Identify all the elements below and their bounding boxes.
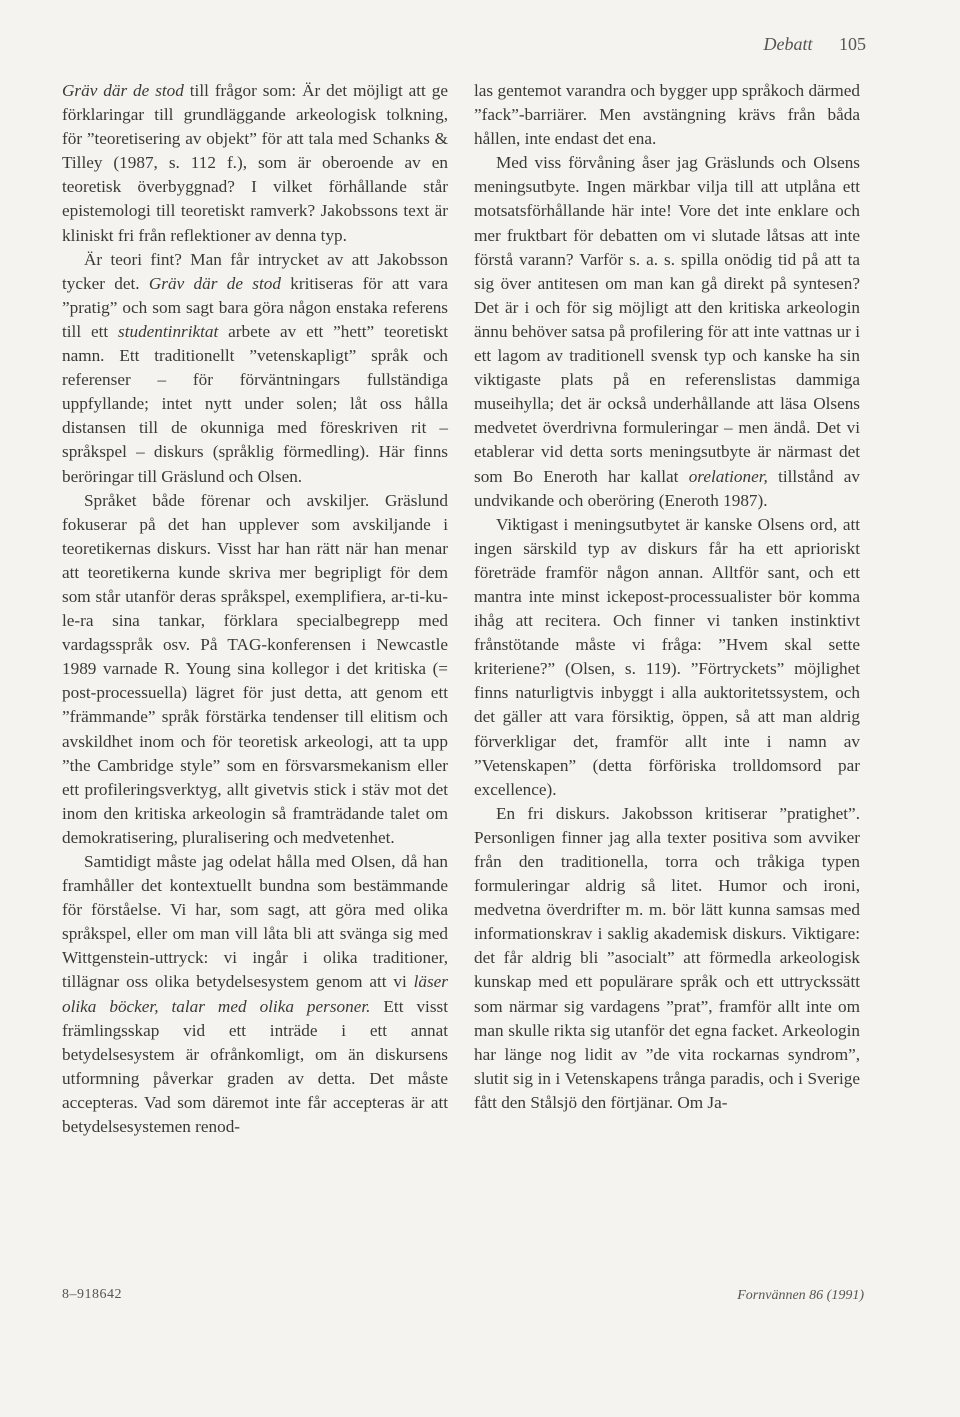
italic-text: Gräv där de stod xyxy=(148,273,281,293)
paragraph xyxy=(62,79,448,248)
paragraph xyxy=(474,79,860,151)
paragraph xyxy=(62,850,448,1139)
paragraph xyxy=(62,489,448,850)
text-run: En fri diskurs. Jakobsson kritiserar ”pratighet”. Personligen finner jag alla texter positiva som avviker från den traditionella, torra och tråkiga typen formuleringar aldrig så litet. Humor och ironi, medvetna överdrifter m. m. bör lätt kunna samsas med informationskrav i saklig akademisk diskurs. Viktigare: det får aldrig bli ”asocialt” att förmedla arkeologisk kunskap med ett populärare språk och ett uttryckssätt som närmar sig vardagens ”prat”, framför allt inte om man skulle rikta sig utanför det egna facket. Arkeologin har länge nog lidit av ”de vita rockarnas syndrom”, slutit sig in i Vetenskapens trånga paradis, och i Sverige fått den Stålsjö den förtjänar. Om Ja- xyxy=(474,803,860,1112)
italic-text: Gräv där de stod xyxy=(62,81,184,100)
text-run: Språket både förenar och avskiljer. Gräslund fokuserar på det han upplever som avskiljande i teoretikernas diskurs. Visst har han rätt när han menar att teoretikerna kunde skriva mer begripligt för dem som står utanför deras språkspel, exemplifiera, ar-ti-ku-le-ra sina tankar, förklara specialbegrepp med vardagsspråk osv. På TAG-konferensen i Newcastle 1989 varnade R. Young sina kollegor i det kritiska (= post-processuella) lägret för just detta, att genom ett ”främmande” språk förstärka tendenser till elitism och avskildhet inom och för teoretisk arkeologi, att ta upp ”the Cambridge style” som en försvarsmekanism eller ett profileringsverktyg, allt givetvis stick i stäv mot det inom den kritiska arkeologin så framträdande talet om demokratisering, pluralisering och medvetenhet. xyxy=(62,490,448,847)
text-run: arbete av ett ”hett” teoretiskt namn. Ett traditionellt ”vetenskapligt” språk och referenser – för förväntningars fullständiga uppfyllande; intet nytt under solen; låt oss hålla distansen till de okunniga med föreskriven rit – språkspel – diskurs (språklig förmedling). Här finns beröringar till Gräslund och Olsen. xyxy=(62,321,449,486)
right-text-column xyxy=(474,79,860,1115)
italic-text: studentinriktat xyxy=(118,321,219,341)
paragraph xyxy=(474,802,860,1115)
text-run: Viktigast i meningsutbytet är kanske Olsens ord, att ingen särskild typ av diskurs får ha ett aprioriskt företräde framför någon annan. Alltför sant, och ett mantra inte minst ickepost-processualister bör komma ihåg att recitera. Och finner vi tanken instinktivt frånstötande måste vi fråga: ”Hvem skal sette kriteriene?” (Olsen, s. 119). ”Förtryckets” möjlighet finns naturligtvis inbyggt i alla auktoritetssystem, och det gäller att vara försiktig, öppen, så att man aldrig förverkligar det, framför allt inte i namn av ”Vetenskapen” (detta förföriska trolldomsord par excellence). xyxy=(474,514,860,799)
printer-signature: 8–918642 xyxy=(62,1287,122,1302)
journal-citation: Fornvännen 86 (1991) xyxy=(737,1288,864,1303)
italic-text: läser olika böcker, talar med olika personer. xyxy=(62,972,448,1016)
paragraph xyxy=(474,151,860,512)
paragraph xyxy=(474,513,860,802)
text-run: Samtidigt måste jag odelat hålla med Olsen, då han framhåller det kontextuellt bundna som bestämmande för förståelse. Vi har, som sagt, att göra med olika språkspel, eller om man vill låta bli att svänga sig med Wittgenstein-uttryck: vi ingår i olika traditioner, tillägnar oss olika betydelsesystem genom att vi xyxy=(62,852,448,992)
text-run: tillstånd av undvikande och oberöring (Eneroth 1987). xyxy=(474,466,860,510)
text-run: till frågor som: Är det möjligt att ge förklaringar till grundläggande arkeologisk tolkning, för ”teoretisering av objekt” för att tala med Schanks & Tilley (1987, s. 112 f.), som är oberoende av en teoretisk överbyggnad? I vilket förhållande står epistemologi till teoretiskt ramverk? Jakobssons text är kliniskt fri från reflektioner av denna typ. xyxy=(62,81,448,245)
section-title: Debatt xyxy=(763,34,813,54)
text-run: Ett visst främlingsskap vid ett inträde i ett annat betydelsesystem är ofrånkomligt, om än diskursens utformning påverkar graden av detta. Det måste accepteras. Vad som däremot inte får accepteras är att betydelsesystemen renod- xyxy=(62,996,448,1137)
text-run: kritiseras för att vara ”pratig” och som sagt bara göra någon enstaka referens till ett xyxy=(62,273,449,341)
text-run: las gentemot varandra och bygger upp språkoch därmed ”fack”-barriärer. Men avstängning krävs från båda hållen, inte endast det ena. xyxy=(474,81,860,149)
text-run: Är teori fint? Man får intrycket av att Jakobsson tycker det. xyxy=(62,249,448,293)
text-run: Med viss förvåning åser jag Gräslunds och Olsens meningsutbyte. Ingen märkbar vilja till att utplåna ett motsatsförhållande här inte! Vore det inte enklare och mer fruktbart för debatten om vi slutade låtsas att inte förstå varann? Varför s. a. s. spilla onödig tid på att ta sig över antitesen om man kan gå direkt på syntesen? Det är i och för sig möjligt att den kritiska arkeologin ännu behöver satsa på profilering för att inte vattnas ur i ett lagom av traditionell svensk typ och kanske ha sin viktigaste plats på en referenslistas dammiga museihylla; det är också underhållande att läsa Olsens medvetet överdrivna formuleringar – men ändå. Det vi etablerar vid detta sorts meningsutbyte är närmast det som Bo Eneroth har kallat xyxy=(474,153,860,486)
italic-text: orelationer, xyxy=(688,466,768,486)
paragraph xyxy=(62,248,448,489)
running-header xyxy=(764,34,867,55)
page-number: 105 xyxy=(839,34,866,54)
left-text-column xyxy=(62,79,448,1139)
